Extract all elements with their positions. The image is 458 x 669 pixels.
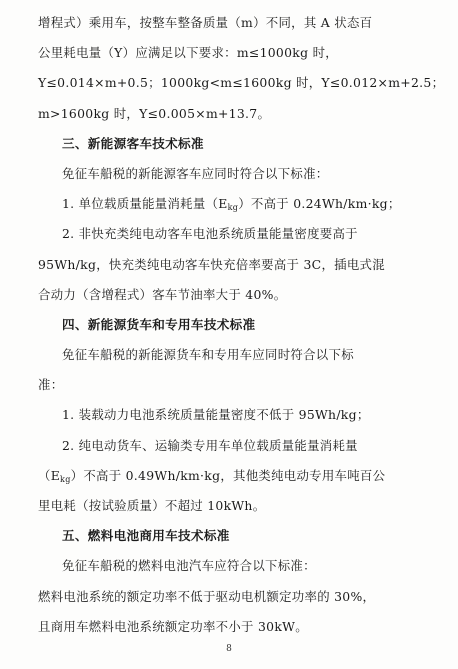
paragraph-line: 准： <box>38 377 64 393</box>
paragraph-text: ）不高于 0.49Wh/km·kg，其他类纯电动专用车吨百公 <box>70 467 386 483</box>
section-heading: 五、燃料电池商用车技术标准 <box>62 528 230 544</box>
section-heading: 四、新能源货车和专用车技术标准 <box>62 316 256 332</box>
paragraph-line: 95Wh/kg，快充类纯电动客车快充倍率要高于 3C，插电式混 <box>38 256 385 272</box>
paragraph-line: 且商用车燃料电池系统额定功率不小于 30kW。 <box>38 618 308 634</box>
paragraph-line: Y≤0.014×m+0.5；1000kg<m≤1600kg 时，Y≤0.012×m+2.5； <box>38 75 445 91</box>
paragraph-text: （E <box>38 467 61 483</box>
document-body <box>38 8 445 642</box>
list-item-text: 1. 单位载质量能量消耗量（E <box>62 196 228 212</box>
paragraph-line: 里电耗（按试验质量）不超过 10kWh。 <box>38 498 266 513</box>
paragraph-line <box>38 461 428 491</box>
section-heading: 三、新能源客车技术标准 <box>62 135 204 151</box>
paragraph-line: 公里耗电量（Y）应满足以下要求：m≤1000kg 时， <box>38 45 338 61</box>
list-item: 1. 装载动力电池系统质量能量密度不低于 95Wh/kg； <box>62 407 370 423</box>
paragraph-line: 免征车船税的新能源货车和专用车应同时符合以下标 <box>62 347 354 363</box>
paragraph-line: m>1600kg 时，Y≤0.005×m+13.7。 <box>38 105 271 121</box>
paragraph-line: 增程式）乘用车，按整车整备质量（m）不同，其 A 状态百 <box>38 15 373 30</box>
list-item-text: ）不高于 0.24Wh/km·kg； <box>238 196 401 212</box>
paragraph-line: 合动力（含增程式）客车节油率大于 40%。 <box>38 286 287 302</box>
subscript: kg <box>60 474 71 484</box>
list-item <box>38 189 428 219</box>
paragraph-line: 免征车船税的新能源客车应同时符合以下标准： <box>62 165 329 181</box>
list-item: 2. 非快充类纯电动客车电池系统质量能量密度要高于 <box>62 226 358 242</box>
page-number: 8 <box>226 644 232 654</box>
subscript: kg <box>227 203 239 213</box>
list-item: 2. 纯电动货车、运输类专用车单位载质量能量消耗量 <box>62 437 358 453</box>
paragraph-line: 燃料电池系统的额定功率不低于驱动电机额定功率的 30%， <box>38 588 376 604</box>
paragraph-line: 免征车船税的燃料电池汽车应符合以下标准： <box>62 558 316 574</box>
